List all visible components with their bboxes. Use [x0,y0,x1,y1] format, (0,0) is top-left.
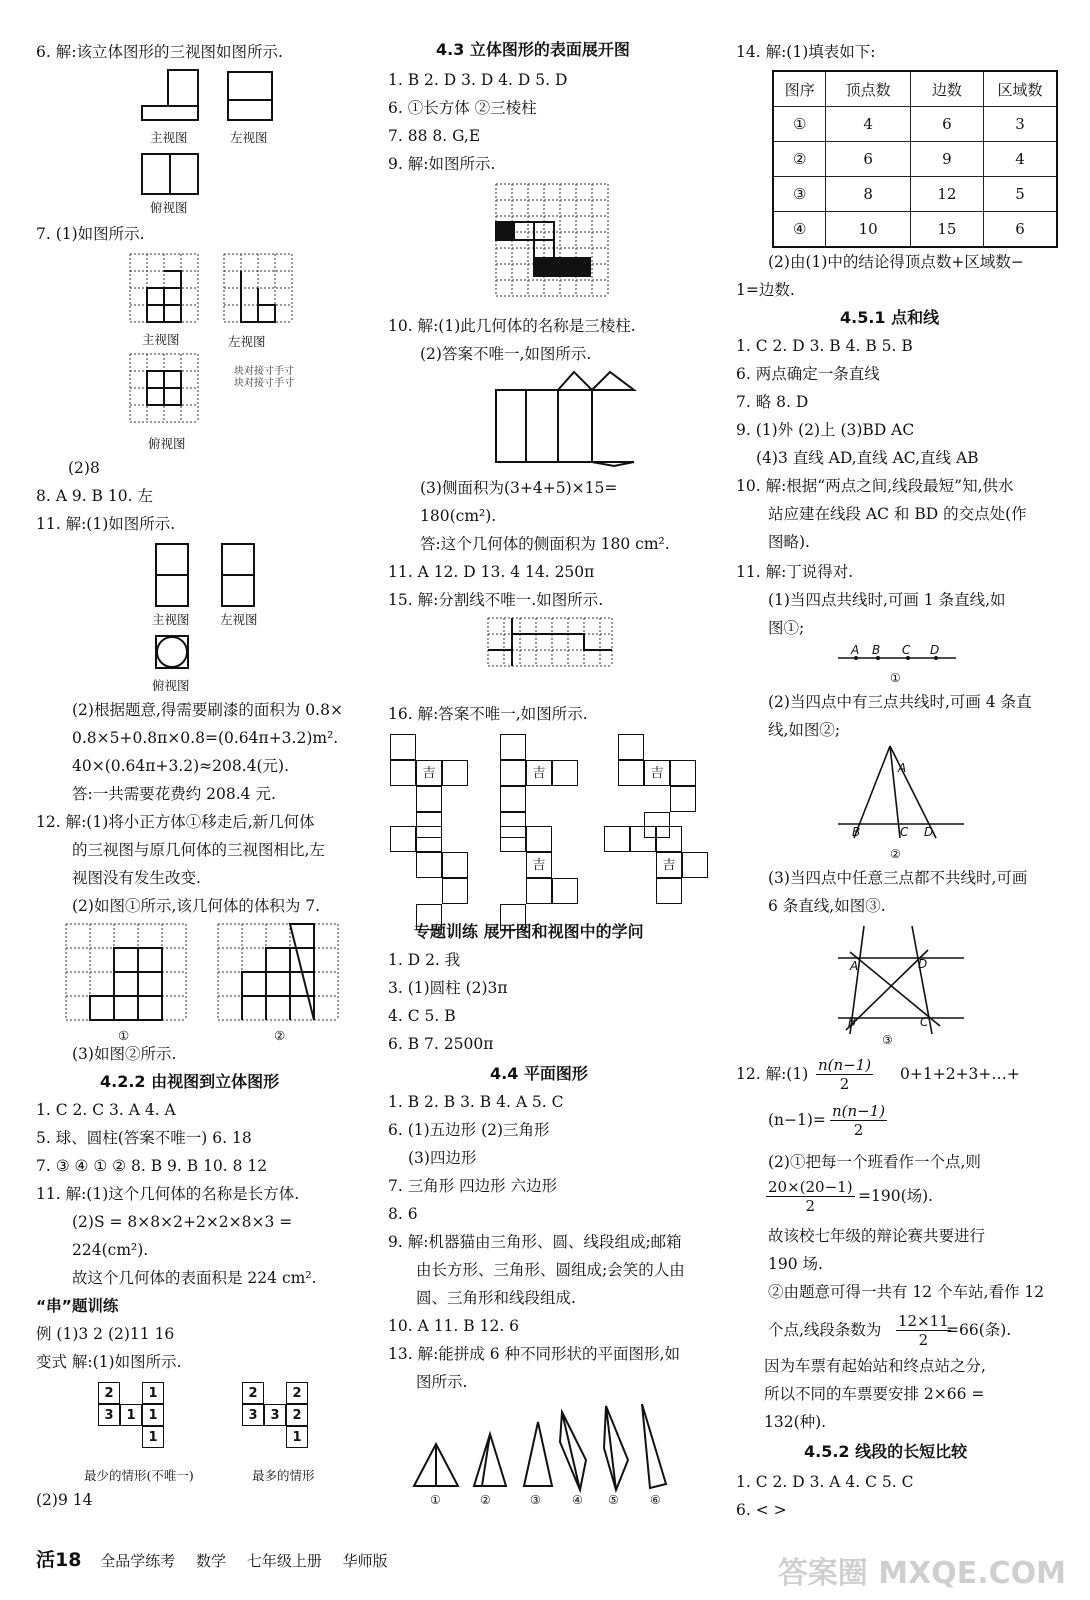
p-9a: 9. 解:机器猫由三角形、圆、线段组成;邮箱 [388,1233,682,1251]
cube-net-face [442,760,468,786]
q11-three-views-figure [152,542,272,672]
sec422-a11d: 故这个几何体的表面积是 224 cm². [72,1269,317,1287]
p-8: 8. 6 [388,1205,418,1223]
fig1-pt-d: D [930,643,940,657]
q7-part2: (2)8 [68,459,100,477]
q6-cap-left: 左视图 [230,130,268,145]
cube-net-face [416,786,442,812]
q6-text: 6. 解:该立体图形的三视图如图所示. [36,43,283,61]
r-12l: 132(种). [764,1413,827,1431]
q7-handwritten-note: 块对接寸手寸 块对接寸手寸 [234,366,294,389]
p-7: 7. 三角形 四边形 六边形 [388,1177,558,1195]
grid-cell: 3 [264,1404,286,1426]
r-12a: 12. 解:(1) [736,1065,809,1083]
grid-cell: 1 [286,1426,308,1448]
grid-cell: 2 [98,1382,120,1404]
section-4-4-title: 4.4 平面图形 [490,1064,588,1083]
q12-a: 12. 解:(1)将小正方体①移走后,新几何体 [36,813,315,831]
table-row [773,142,1057,177]
fig2-label: ② [890,847,901,861]
m-10e: 答:这个几何体的侧面积为 180 cm². [420,535,670,553]
cube-net-face: 吉 [656,852,682,878]
grid-cell [120,1382,142,1404]
cube-net-face [526,826,552,852]
p-6: 6. (1)五边形 (2)三角形 [388,1121,550,1139]
grid-cell: 3 [242,1404,264,1426]
r-11f: 6 条直线,如图③. [768,897,886,915]
q8-10: 8. A 9. B 10. 左 [36,487,153,505]
p-9b: 由长方形、三角形、圆组成;会笑的人由 [416,1261,685,1279]
frac1-num: n(n−1) [818,1056,872,1074]
chuan-example: 例 (1)3 2 (2)11 16 [36,1325,175,1343]
r-12-sum: 0+1+2+3+…+ [900,1065,1020,1083]
r-12j: 因为车票有起始站和终点站之分, [764,1357,986,1375]
section-4-2-2-title: 4.2.2 由视图到立体图形 [100,1072,280,1091]
cube-net-face [500,786,526,812]
q11-cap-left: 左视图 [220,612,258,627]
sec422-a11a: 11. 解:(1)这个几何体的名称是长方体. [36,1185,300,1203]
m9-net-figure [494,182,612,300]
cube-net-face: 吉 [526,760,552,786]
sec422-a7: 7. ③ ④ ① ② 8. B 9. B 10. 8 12 [36,1157,268,1175]
fig1-pt-a: A [851,643,860,657]
cube-net-face [604,826,630,852]
m-7: 7. 88 8. G,E [388,127,481,145]
frac1 [816,1056,873,1093]
q6-cap-top: 俯视图 [150,200,188,215]
fig2-pt-a: A [898,761,907,775]
frac1b [830,1102,887,1139]
q11-text: 11. 解:(1)如图所示. [36,515,176,533]
cube-net-face: 吉 [644,760,670,786]
fig1-pt-b: B [872,643,881,657]
p13-cap-2: ② [480,1493,491,1507]
p13-cap-6: ⑥ [650,1493,661,1507]
r-12c: (2)①把每一个班看作一个点,则 [768,1153,981,1171]
cube-net-face [416,826,442,852]
frac3 [896,1312,951,1349]
fig1-pt-c: C [902,643,911,657]
table-cell: 12 [910,177,983,212]
cube-net-face: 吉 [526,852,552,878]
r11-fig3 [836,922,966,1048]
q11-part2-a: (2)根据题意,得需要刷漆的面积为 0.8× [72,701,343,719]
cube-net-face [442,878,468,904]
r-12h: 个点,线段条数为 [768,1321,882,1339]
grid-cell: 1 [120,1404,142,1426]
q7-cap-left: 左视图 [228,334,266,349]
z-1: 1. D 2. 我 [388,951,461,969]
table-cell: 边数 [910,71,983,107]
z-6: 6. B 7. 2500π [388,1035,494,1053]
vertex-table [772,70,1058,248]
z-3: 3. (1)圆柱 (2)3π [388,979,508,997]
fig1-label: ① [890,671,901,685]
grid-cell: 2 [286,1382,308,1404]
cube-net-face [500,760,526,786]
table-header-row [773,71,1057,107]
m-10a: 10. 解:(1)此几何体的名称是三棱柱. [388,317,636,335]
r11-fig2 [836,744,966,864]
cube-net-face: 吉 [416,760,442,786]
cube-net-face [442,852,468,878]
grid-cap-most: 最多的情形 [252,1468,315,1483]
table-row [773,107,1057,142]
m-9: 9. 解:如图所示. [388,155,496,173]
grid-cell: 3 [98,1404,120,1426]
sec422-a5: 5. 球、圆柱(答案不唯一) 6. 18 [36,1129,252,1147]
grid-cell: 2 [242,1382,264,1404]
p-6b: (3)四边形 [408,1149,477,1167]
cube-net-face [670,760,696,786]
m10-net-figure [494,370,644,470]
q6-cap-front: 主视图 [150,130,188,145]
r-14c: 1=边数. [736,281,795,299]
cube-net-face [656,826,682,852]
p13-cap-1: ① [430,1493,441,1507]
cube-net-face [552,760,578,786]
sec422-a11c: 224(cm²). [72,1241,149,1259]
page-footer [36,1545,404,1572]
q7-cap-front: 主视图 [142,332,180,347]
s-6: 6. < > [736,1501,787,1519]
table-cell: 顶点数 [826,71,910,107]
r-9b: (4)3 直线 AD,直线 AC,直线 AB [756,449,979,467]
r-11: 11. 解:丁说得对. [736,563,854,581]
q7-text: 7. (1)如图所示. [36,225,145,243]
r-10c: 图略). [768,533,810,551]
table-cell: 5 [984,177,1057,212]
cube-net-face [618,734,644,760]
r-12k: 所以不同的车票要安排 2×66 = [764,1385,985,1403]
q11-part2-d: 答:一共需要花费约 208.4 元. [72,785,276,803]
r-11a: (1)当四点共线时,可画 1 条直线,如 [768,591,1006,609]
r-14b: (2)由(1)中的结论得顶点数+区域数− [768,253,1024,271]
p-9c: 圆、三角形和线段组成. [416,1289,576,1307]
p-10: 10. A 11. B 12. 6 [388,1317,520,1335]
table-cell: 6 [910,107,983,142]
r-11d: 线,如图②; [768,721,841,739]
cube-net-face [618,760,644,786]
r-14: 14. 解:(1)填表如下: [736,43,876,61]
m15-split-figure [486,616,616,676]
z-4: 4. C 5. B [388,1007,456,1025]
grid-cell: 1 [142,1382,164,1404]
sec422-a1: 1. C 2. C 3. A 4. A [36,1101,176,1119]
frac2 [766,1178,855,1215]
fig3-pt-c: C [920,1015,929,1029]
fig3-label: ③ [882,1033,893,1047]
m-15: 15. 解:分割线不唯一.如图所示. [388,591,604,609]
chuan-last: (2)9 14 [36,1491,93,1509]
footer-grade: 七年级上册 [246,1552,322,1570]
table-cell: 4 [826,107,910,142]
q6-left-view [228,72,272,120]
cube-net-face [416,852,442,878]
r-12f: 190 场. [768,1255,823,1273]
p-13a: 13. 解:能拼成 6 种不同形状的平面图形,如 [388,1345,680,1363]
q11-part2-b: 0.8×5+0.8π×0.8=(0.64π+3.2)m². [72,729,339,747]
fig2-pt-c: C [900,825,909,839]
q12-grid-figure [64,922,354,1032]
chuan-variant: 变式 解:(1)如图所示. [36,1353,182,1371]
cube-net-face [500,734,526,760]
table-cell: 4 [984,142,1057,177]
footer-series: 全品学练考 [100,1552,176,1570]
r-9: 9. (1)外 (2)上 (3)BD AC [736,421,915,439]
section-4-3-title: 4.3 立体图形的表面展开图 [436,40,630,59]
r-11c: (2)当四点中有三点共线时,可画 4 条直 [768,693,1032,711]
frac2-den: 2 [805,1197,816,1215]
cube-net-face [552,878,578,904]
grid-cell [264,1426,286,1448]
q12-b: 的三视图与原几何体的三视图相比,左 [72,841,325,859]
section-4-5-1-title: 4.5.1 点和线 [840,308,940,327]
q12-cap-1: ① [118,1028,130,1043]
cube-net-face [682,852,708,878]
table-cell: 图序 [773,71,826,107]
m-6: 6. ①长方体 ②三棱柱 [388,99,537,117]
m-10d: 180(cm²). [420,507,497,525]
r11-fig1 [836,640,966,686]
watermark: 答案圈 MXQE.COM [777,1556,1066,1591]
q12-e: (3)如图②所示. [72,1045,177,1063]
p13-cap-3: ③ [530,1493,541,1507]
r-6: 6. 两点确定一条直线 [736,365,880,383]
chuan-title: “串”题训练 [36,1297,119,1315]
r-1: 1. C 2. D 3. B 4. B 5. B [736,337,913,355]
grid-cell [242,1426,264,1448]
cube-net-face [656,878,682,904]
cube-net-face [500,826,526,852]
frac1b-num: n(n−1) [832,1102,886,1120]
special-training-title: 专题训练 展开图和视图中的学问 [414,922,644,941]
r-10b: 站应建在线段 AC 和 BD 的交点处(作 [768,505,1027,523]
grid-cap-least: 最少的情形(不唯一) [84,1468,194,1483]
s-1: 1. C 2. D 3. A 4. C 5. C [736,1473,914,1491]
fig2-pt-b: B [852,825,861,839]
r-12i: =66(条). [946,1321,1012,1339]
table-cell: 6 [984,212,1057,248]
footer-edition: 华师版 [342,1552,388,1570]
q11-cap-front: 主视图 [152,612,190,627]
table-cell: 3 [984,107,1057,142]
table-cell: ② [773,142,826,177]
cube-net-face [390,826,416,852]
r-7: 7. 略 8. D [736,393,809,411]
grid-cell: 1 [142,1404,164,1426]
grid-cell [264,1382,286,1404]
grid-cell [98,1426,120,1448]
r-12b: (n−1)= [768,1111,826,1129]
cube-net-face [670,786,696,812]
grid-cell: 2 [286,1404,308,1426]
table-cell: 9 [910,142,983,177]
m-1: 1. B 2. D 3. D 4. D 5. D [388,71,568,89]
table-cell: 8 [826,177,910,212]
q7-cap-top: 俯视图 [148,436,186,451]
m-10b: (2)答案不唯一,如图所示. [420,345,592,363]
q12-d: (2)如图①所示,该几何体的体积为 7. [72,897,321,915]
cube-net-face [526,878,552,904]
grid-cell [120,1426,142,1448]
frac3-den: 2 [918,1331,929,1349]
r-12e: 故该校七年级的辩论赛共要进行 [768,1227,986,1245]
table-row [773,212,1057,248]
fig2-pt-d: D [924,825,934,839]
grid-cell: 1 [142,1426,164,1448]
table-cell: ④ [773,212,826,248]
cube-net-face [390,734,416,760]
page-number: 活18 [36,1549,82,1571]
frac1b-den: 2 [853,1121,864,1139]
table-row [773,177,1057,212]
m-11: 11. A 12. D 13. 4 14. 250π [388,563,595,581]
table-cell: ① [773,107,826,142]
cube-net-face [630,826,656,852]
p13-triangles-figure [410,1398,680,1508]
sec422-a11b: (2)S = 8×8×2+2×2×8×3 = [72,1213,293,1231]
cube-net-face [390,760,416,786]
table-cell: ③ [773,177,826,212]
table-cell: 10 [826,212,910,248]
table-cell: 15 [910,212,983,248]
table-cell: 区域数 [984,71,1057,107]
fig3-pt-d: D [918,957,928,971]
q11-cap-top: 俯视图 [152,678,190,693]
p13-cap-5: ⑤ [608,1493,619,1507]
r-11b: 图①; [768,619,805,637]
r-12d: =190(场). [858,1187,934,1205]
m-16: 16. 解:答案不唯一,如图所示. [388,705,588,723]
frac2-num: 20×(20−1) [768,1178,853,1196]
p13-cap-4: ④ [572,1493,583,1507]
m-10c: (3)侧面积为(3+4+5)×15= [420,479,618,497]
q11-part2-c: 40×(0.64π+3.2)≈208.4(元). [72,757,290,775]
p-1: 1. B 2. B 3. B 4. A 5. C [388,1093,564,1111]
frac3-num: 12×11 [898,1312,949,1330]
q12-cap-2: ② [274,1028,286,1043]
r-12g: ②由题意可得一共有 12 个车站,看作 12 [768,1283,1045,1301]
q6-front-view [142,70,198,120]
section-4-5-2-title: 4.5.2 线段的长短比较 [804,1442,968,1461]
table-cell: 6 [826,142,910,177]
q12-c: 视图没有发生改变. [72,869,201,887]
p-13b: 图所示. [416,1373,468,1391]
frac1-den: 2 [839,1075,850,1093]
footer-subject: 数学 [196,1552,227,1570]
r-10a: 10. 解:根据“两点之间,线段最短”知,供水 [736,477,1014,495]
fig3-pt-b: B [848,1015,857,1029]
r-11e: (3)当四点中任意三点都不共线时,可画 [768,869,1028,887]
fig3-pt-a: A [850,959,859,973]
